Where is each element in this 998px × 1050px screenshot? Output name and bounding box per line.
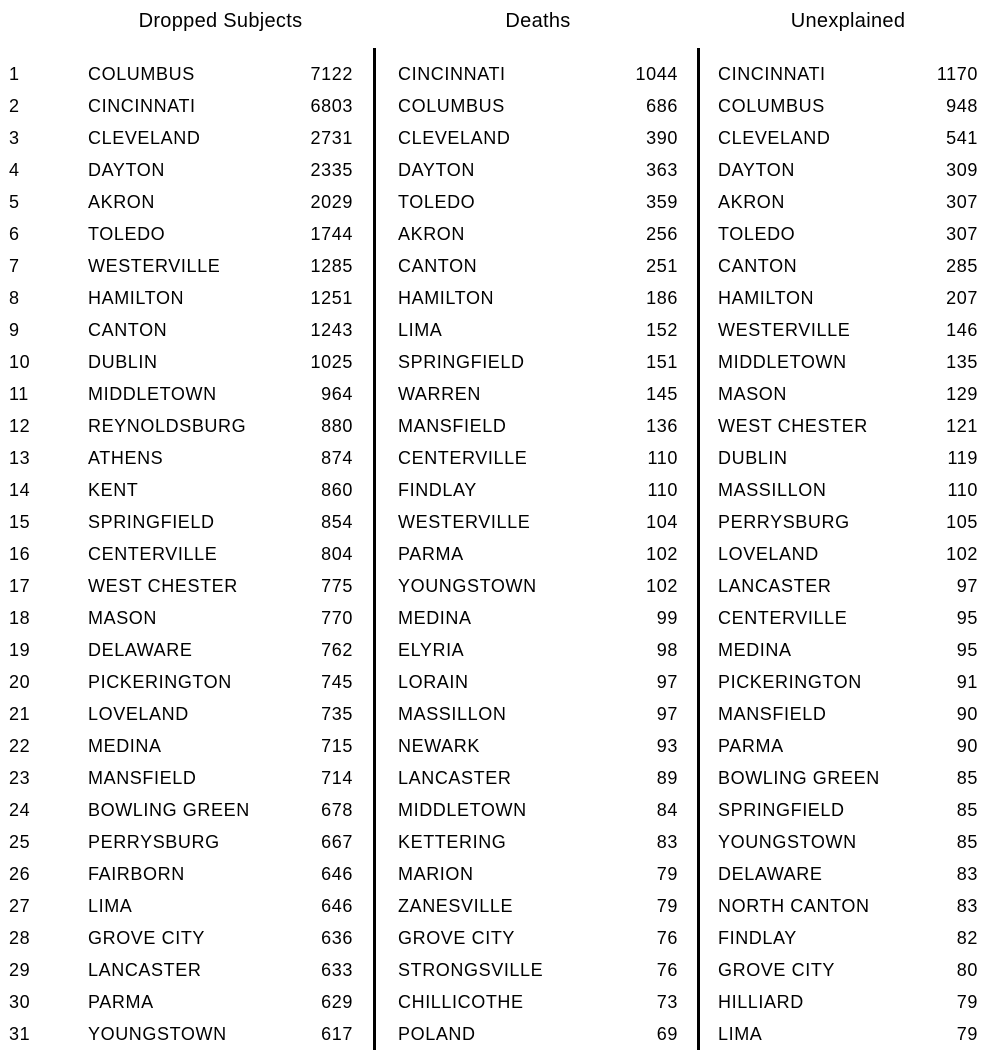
city-cell: GROVE CITY [88, 927, 206, 948]
city-cell: COLUMBUS [718, 95, 825, 116]
table-row [0, 186, 998, 218]
rank-cell: 2 [9, 95, 20, 116]
table-row [0, 858, 998, 890]
value-cell: 2731 [310, 127, 353, 148]
value-cell: 102 [946, 543, 978, 564]
rank-cell: 4 [9, 159, 20, 180]
value-cell: 104 [646, 511, 678, 532]
value-cell: 83 [956, 895, 978, 916]
city-cell: PICKERINGTON [88, 671, 232, 692]
value-cell: 79 [956, 1023, 978, 1044]
value-cell: 686 [646, 95, 678, 116]
rank-cell: 19 [9, 639, 31, 660]
city-cell: GROVE CITY [718, 959, 836, 980]
rank-cell: 23 [9, 767, 31, 788]
column-header-deaths: Deaths [505, 10, 571, 32]
rank-cell: 24 [9, 799, 31, 820]
table-row [0, 122, 998, 154]
city-cell: TOLEDO [718, 223, 796, 244]
table-row [0, 506, 998, 538]
city-cell: KETTERING [398, 831, 507, 852]
value-cell: 151 [646, 351, 678, 372]
city-cell: DUBLIN [718, 447, 788, 468]
value-cell: 129 [946, 383, 978, 404]
value-cell: 1170 [936, 63, 978, 84]
rank-cell: 14 [9, 479, 31, 500]
city-cell: CANTON [718, 255, 798, 276]
rank-cell: 27 [9, 895, 31, 916]
value-cell: 98 [656, 639, 678, 660]
value-cell: 85 [956, 831, 978, 852]
city-cell: DAYTON [88, 159, 165, 180]
city-cell: WEST CHESTER [88, 575, 238, 596]
value-cell: 110 [647, 479, 678, 500]
value-cell: 251 [646, 255, 678, 276]
table-row [0, 218, 998, 250]
city-cell: MASSILLON [718, 479, 827, 500]
city-cell: FAIRBORN [88, 863, 185, 884]
value-cell: 79 [956, 991, 978, 1012]
city-cell: PARMA [718, 735, 784, 756]
city-cell: GROVE CITY [398, 927, 516, 948]
city-cell: WESTERVILLE [398, 511, 531, 532]
city-cell: DAYTON [718, 159, 795, 180]
value-cell: 617 [321, 1023, 353, 1044]
city-cell: CENTERVILLE [718, 607, 848, 628]
city-cell: DUBLIN [88, 351, 158, 372]
city-cell: KENT [88, 479, 139, 500]
value-cell: 95 [956, 607, 978, 628]
rank-cell: 7 [9, 255, 20, 276]
rank-cell: 10 [9, 351, 31, 372]
city-cell: YOUNGSTOWN [398, 575, 537, 596]
value-cell: 285 [946, 255, 978, 276]
table-row [0, 730, 998, 762]
city-cell: MARION [398, 863, 474, 884]
value-cell: 97 [656, 671, 678, 692]
rank-cell: 22 [9, 735, 31, 756]
rank-cell: 21 [9, 703, 31, 724]
value-cell: 102 [646, 575, 678, 596]
city-cell: CENTERVILLE [398, 447, 528, 468]
city-cell: MEDINA [718, 639, 792, 660]
value-cell: 646 [321, 895, 353, 916]
value-cell: 136 [646, 415, 678, 436]
value-cell: 84 [656, 799, 678, 820]
city-cell: DAYTON [398, 159, 475, 180]
table-row [0, 474, 998, 506]
city-cell: COLUMBUS [398, 95, 505, 116]
rank-cell: 17 [9, 575, 31, 596]
value-cell: 85 [956, 799, 978, 820]
value-cell: 145 [646, 383, 678, 404]
city-cell: REYNOLDSBURG [88, 415, 247, 436]
value-cell: 119 [947, 447, 978, 468]
value-cell: 7122 [310, 63, 353, 84]
value-cell: 629 [321, 991, 353, 1012]
value-cell: 91 [956, 671, 978, 692]
rank-cell: 28 [9, 927, 31, 948]
value-cell: 6803 [310, 95, 353, 116]
city-cell: DELAWARE [88, 639, 193, 660]
value-cell: 390 [646, 127, 678, 148]
value-cell: 775 [321, 575, 353, 596]
city-cell: ATHENS [88, 447, 164, 468]
table-row [0, 698, 998, 730]
table-row [0, 826, 998, 858]
table-row [0, 58, 998, 90]
table-row [0, 250, 998, 282]
value-cell: 105 [946, 511, 978, 532]
city-cell: SPRINGFIELD [398, 351, 525, 372]
table-row [0, 378, 998, 410]
city-cell: LOVELAND [88, 703, 189, 724]
value-cell: 678 [321, 799, 353, 820]
value-cell: 76 [656, 959, 678, 980]
table-row [0, 954, 998, 986]
value-cell: 307 [946, 223, 978, 244]
city-cell: SPRINGFIELD [718, 799, 845, 820]
city-cell: BOWLING GREEN [88, 799, 250, 820]
table-row [0, 1018, 998, 1050]
value-cell: 804 [321, 543, 353, 564]
value-cell: 1285 [310, 255, 353, 276]
table-row [0, 314, 998, 346]
rank-cell: 26 [9, 863, 31, 884]
city-cell: LANCASTER [718, 575, 832, 596]
value-cell: 256 [646, 223, 678, 244]
value-cell: 964 [321, 383, 353, 404]
value-cell: 541 [946, 127, 978, 148]
value-cell: 880 [321, 415, 353, 436]
value-cell: 83 [956, 863, 978, 884]
value-cell: 1044 [635, 63, 678, 84]
city-cell: STRONGSVILLE [398, 959, 544, 980]
value-cell: 636 [321, 927, 353, 948]
table-row [0, 794, 998, 826]
value-cell: 207 [946, 287, 978, 308]
table-row [0, 346, 998, 378]
city-cell: AKRON [398, 223, 466, 244]
city-cell: WEST CHESTER [718, 415, 868, 436]
value-cell: 93 [656, 735, 678, 756]
city-cell: WESTERVILLE [88, 255, 221, 276]
value-cell: 1025 [310, 351, 353, 372]
rank-cell: 11 [9, 383, 29, 404]
value-cell: 97 [956, 575, 978, 596]
city-cell: TOLEDO [398, 191, 476, 212]
value-cell: 646 [321, 863, 353, 884]
city-cell: COLUMBUS [88, 63, 195, 84]
value-cell: 95 [956, 639, 978, 660]
table-row [0, 570, 998, 602]
value-cell: 73 [656, 991, 678, 1012]
city-cell: AKRON [88, 191, 156, 212]
city-cell: BOWLING GREEN [718, 767, 880, 788]
rank-cell: 1 [9, 63, 20, 84]
city-cell: MASSILLON [398, 703, 507, 724]
city-cell: ELYRIA [398, 639, 465, 660]
value-cell: 770 [321, 607, 353, 628]
city-cell: LANCASTER [88, 959, 202, 980]
table-row [0, 410, 998, 442]
table-row [0, 442, 998, 474]
column-header-unexplained: Unexplained [790, 10, 906, 32]
rank-cell: 3 [9, 127, 20, 148]
city-cell: HAMILTON [88, 287, 185, 308]
value-cell: 110 [647, 447, 678, 468]
city-cell: CENTERVILLE [88, 543, 218, 564]
value-cell: 110 [947, 479, 978, 500]
value-cell: 82 [956, 927, 978, 948]
city-cell: FINDLAY [718, 927, 797, 948]
table-row [0, 922, 998, 954]
value-cell: 2335 [310, 159, 353, 180]
rank-cell: 25 [9, 831, 31, 852]
rank-cell: 29 [9, 959, 31, 980]
table-row [0, 986, 998, 1018]
value-cell: 874 [321, 447, 353, 468]
value-cell: 745 [321, 671, 353, 692]
rank-cell: 12 [9, 415, 31, 436]
value-cell: 79 [656, 863, 678, 884]
city-cell: TOLEDO [88, 223, 166, 244]
value-cell: 85 [956, 767, 978, 788]
city-cell: LIMA [718, 1023, 763, 1044]
rank-cell: 31 [9, 1023, 31, 1044]
city-cell: HAMILTON [718, 287, 815, 308]
value-cell: 186 [646, 287, 678, 308]
rank-cell: 13 [9, 447, 31, 468]
city-cell: CINCINNATI [88, 95, 196, 116]
city-cell: NEWARK [398, 735, 480, 756]
city-cell: LIMA [88, 895, 133, 916]
city-cell: LANCASTER [398, 767, 512, 788]
value-cell: 2029 [310, 191, 353, 212]
value-cell: 135 [946, 351, 978, 372]
city-cell: LIMA [398, 319, 443, 340]
value-cell: 948 [946, 95, 978, 116]
table-row [0, 538, 998, 570]
value-cell: 1243 [310, 319, 353, 340]
value-cell: 860 [321, 479, 353, 500]
value-cell: 715 [321, 735, 353, 756]
rank-cell: 20 [9, 671, 31, 692]
table-row [0, 890, 998, 922]
city-cell: PARMA [88, 991, 154, 1012]
value-cell: 80 [956, 959, 978, 980]
value-cell: 667 [321, 831, 353, 852]
city-cell: MEDINA [88, 735, 162, 756]
city-cell: WARREN [398, 383, 481, 404]
city-cell: CINCINNATI [398, 63, 506, 84]
city-cell: CHILLICOTHE [398, 991, 524, 1012]
rank-cell: 15 [9, 511, 31, 532]
value-cell: 90 [956, 703, 978, 724]
value-cell: 97 [656, 703, 678, 724]
city-cell: FINDLAY [398, 479, 477, 500]
table-row [0, 90, 998, 122]
city-cell: MANSFIELD [88, 767, 197, 788]
city-cell: LOVELAND [718, 543, 819, 564]
city-cell: MANSFIELD [718, 703, 827, 724]
value-cell: 152 [646, 319, 678, 340]
value-cell: 121 [946, 415, 978, 436]
value-cell: 99 [656, 607, 678, 628]
table-row [0, 634, 998, 666]
city-cell: DELAWARE [718, 863, 823, 884]
table-row [0, 666, 998, 698]
city-cell: MIDDLETOWN [398, 799, 527, 820]
city-cell: HILLIARD [718, 991, 804, 1012]
value-cell: 309 [946, 159, 978, 180]
city-cell: MASON [88, 607, 158, 628]
city-cell: NORTH CANTON [718, 895, 870, 916]
city-cell: LORAIN [398, 671, 469, 692]
value-cell: 762 [321, 639, 353, 660]
city-cell: MASON [718, 383, 788, 404]
value-cell: 90 [956, 735, 978, 756]
value-cell: 735 [321, 703, 353, 724]
value-cell: 79 [656, 895, 678, 916]
city-cell: CINCINNATI [718, 63, 826, 84]
city-cell: CLEVELAND [88, 127, 201, 148]
city-cell: MIDDLETOWN [718, 351, 847, 372]
rank-cell: 5 [9, 191, 20, 212]
table-row [0, 602, 998, 634]
city-cell: HAMILTON [398, 287, 495, 308]
city-cell: CANTON [88, 319, 168, 340]
table-row [0, 762, 998, 794]
rank-cell: 6 [9, 223, 20, 244]
city-cell: YOUNGSTOWN [718, 831, 857, 852]
value-cell: 102 [646, 543, 678, 564]
rank-cell: 9 [9, 319, 20, 340]
value-cell: 83 [656, 831, 678, 852]
rank-cell: 30 [9, 991, 31, 1012]
value-cell: 76 [656, 927, 678, 948]
value-cell: 146 [946, 319, 978, 340]
city-cell: YOUNGSTOWN [88, 1023, 227, 1044]
city-cell: SPRINGFIELD [88, 511, 215, 532]
city-cell: POLAND [398, 1023, 476, 1044]
city-cell: PERRYSBURG [88, 831, 220, 852]
value-cell: 1744 [310, 223, 353, 244]
city-cell: CLEVELAND [398, 127, 511, 148]
city-cell: MIDDLETOWN [88, 383, 217, 404]
value-cell: 69 [656, 1023, 678, 1044]
city-cell: CANTON [398, 255, 478, 276]
column-header-dropped-subjects: Dropped Subjects [138, 10, 303, 32]
table-row [0, 282, 998, 314]
city-cell: PERRYSBURG [718, 511, 850, 532]
city-cell: AKRON [718, 191, 786, 212]
city-cell: MANSFIELD [398, 415, 507, 436]
rank-cell: 16 [9, 543, 31, 564]
city-cell: MEDINA [398, 607, 472, 628]
value-cell: 363 [646, 159, 678, 180]
value-cell: 307 [946, 191, 978, 212]
city-cell: ZANESVILLE [398, 895, 514, 916]
value-cell: 714 [321, 767, 353, 788]
value-cell: 854 [321, 511, 353, 532]
city-cell: CLEVELAND [718, 127, 831, 148]
city-cell: PICKERINGTON [718, 671, 862, 692]
city-cell: PARMA [398, 543, 464, 564]
table-row [0, 154, 998, 186]
value-cell: 359 [646, 191, 678, 212]
rank-cell: 18 [9, 607, 31, 628]
rank-cell: 8 [9, 287, 20, 308]
city-cell: WESTERVILLE [718, 319, 851, 340]
table-body [0, 58, 998, 1050]
value-cell: 1251 [310, 287, 353, 308]
value-cell: 89 [656, 767, 678, 788]
value-cell: 633 [321, 959, 353, 980]
